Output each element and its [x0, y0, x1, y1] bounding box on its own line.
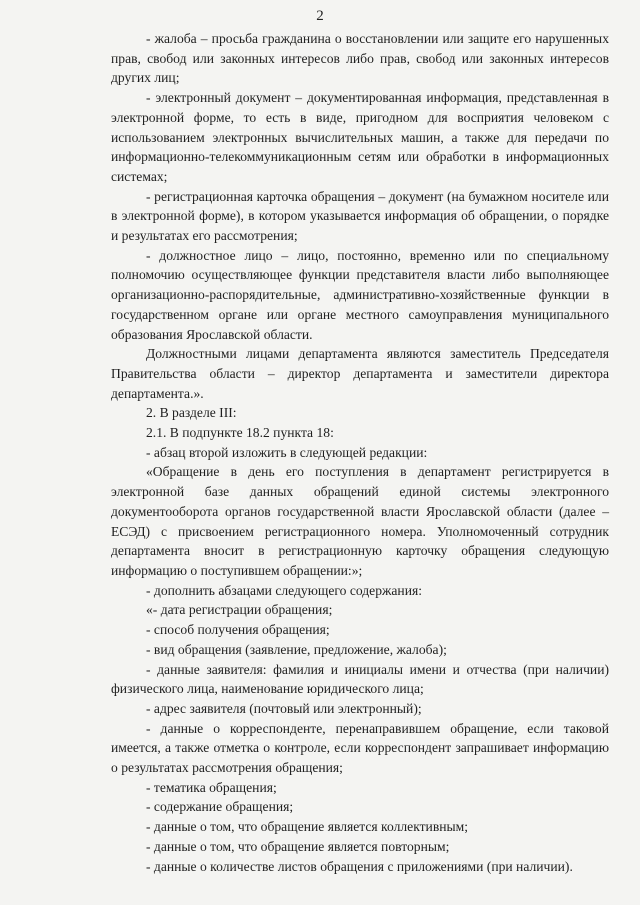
list-item: - данные заявителя: фамилия и инициалы имени и отчества (при наличии) физического лица, наименование юридического лица; — [111, 661, 609, 697]
list-item: - тематика обращения; — [146, 779, 277, 795]
paragraph: - электронный документ – документированная информация, представленная в электронной форме, то есть в виде, пригодном для восприятия человеком с использованием электронных вычислительных машин, а также для передачи по информационно-телекоммуникационным сетям или обработки в информационных системах; — [111, 90, 609, 184]
list-item: - адрес заявителя (почтовый или электронный); — [146, 700, 422, 716]
subsection-heading: 2.1. В подпункте 18.2 пункта 18: — [146, 425, 334, 441]
paragraph: - дополнить абзацами следующего содержания: — [146, 582, 423, 598]
list-item: - данные о количестве листов обращения с приложениями (при наличии). — [146, 858, 573, 874]
paragraph: - регистрационная карточка обращения – документ (на бумажном носителе или в электронной форме), в котором указывается информация об обращении, о порядке и результатах его рассмотрения; — [111, 188, 609, 244]
paragraph: Должностными лицами департамента являются заместитель Председателя Правительства области – директор департамента и заместители директора департамента.». — [111, 346, 609, 401]
list-item: - данные о том, что обращение является повторным; — [146, 838, 450, 854]
document-body — [111, 29, 609, 876]
paragraph: - должностное лицо – лицо, постоянно, временно или по специальному полномочию осуществляющее функции представителя власти либо выполняющее организационно-распорядительные, административно-хозяйственные функции в государственном органе или органе местного самоуправления муниципального образования Ярославской области. — [111, 247, 609, 342]
paragraph: - жалоба – просьба гражданина о восстановлении или защите его нарушенных прав, свобод или законных интересов либо прав, свобод или законных интересов других лиц; — [111, 31, 609, 86]
list-item: - вид обращения (заявление, предложение, жалоба); — [146, 641, 447, 657]
paragraph: «Обращение в день его поступления в департамент регистрируется в электронной базе данных обращений единой системы электронного документооборота органов государственной власти Ярославской области (далее – ЕСЭД) с присвоением регистрационного номера. Уполномоченный сотрудник департамента вносит в регистрационную карточку обращения следующую информацию о поступившем обращении:»; — [111, 464, 609, 578]
paragraph: - абзац второй изложить в следующей редакции: — [146, 444, 428, 460]
list-item: - данные о том, что обращение является коллективным; — [146, 819, 469, 835]
list-item: - данные о корреспонденте, перенаправившем обращение, если таковой имеется, а также отметка о контроле, если корреспондент запрашивает информацию о результатах рассмотрения обращения; — [111, 720, 609, 776]
list-item: - содержание обращения; — [146, 799, 294, 815]
list-item: «- дата регистрации обращения; — [146, 602, 333, 618]
list-item: - способ получения обращения; — [146, 622, 330, 638]
section-heading: 2. В разделе III: — [146, 405, 237, 421]
page-number: 2 — [316, 8, 324, 24]
